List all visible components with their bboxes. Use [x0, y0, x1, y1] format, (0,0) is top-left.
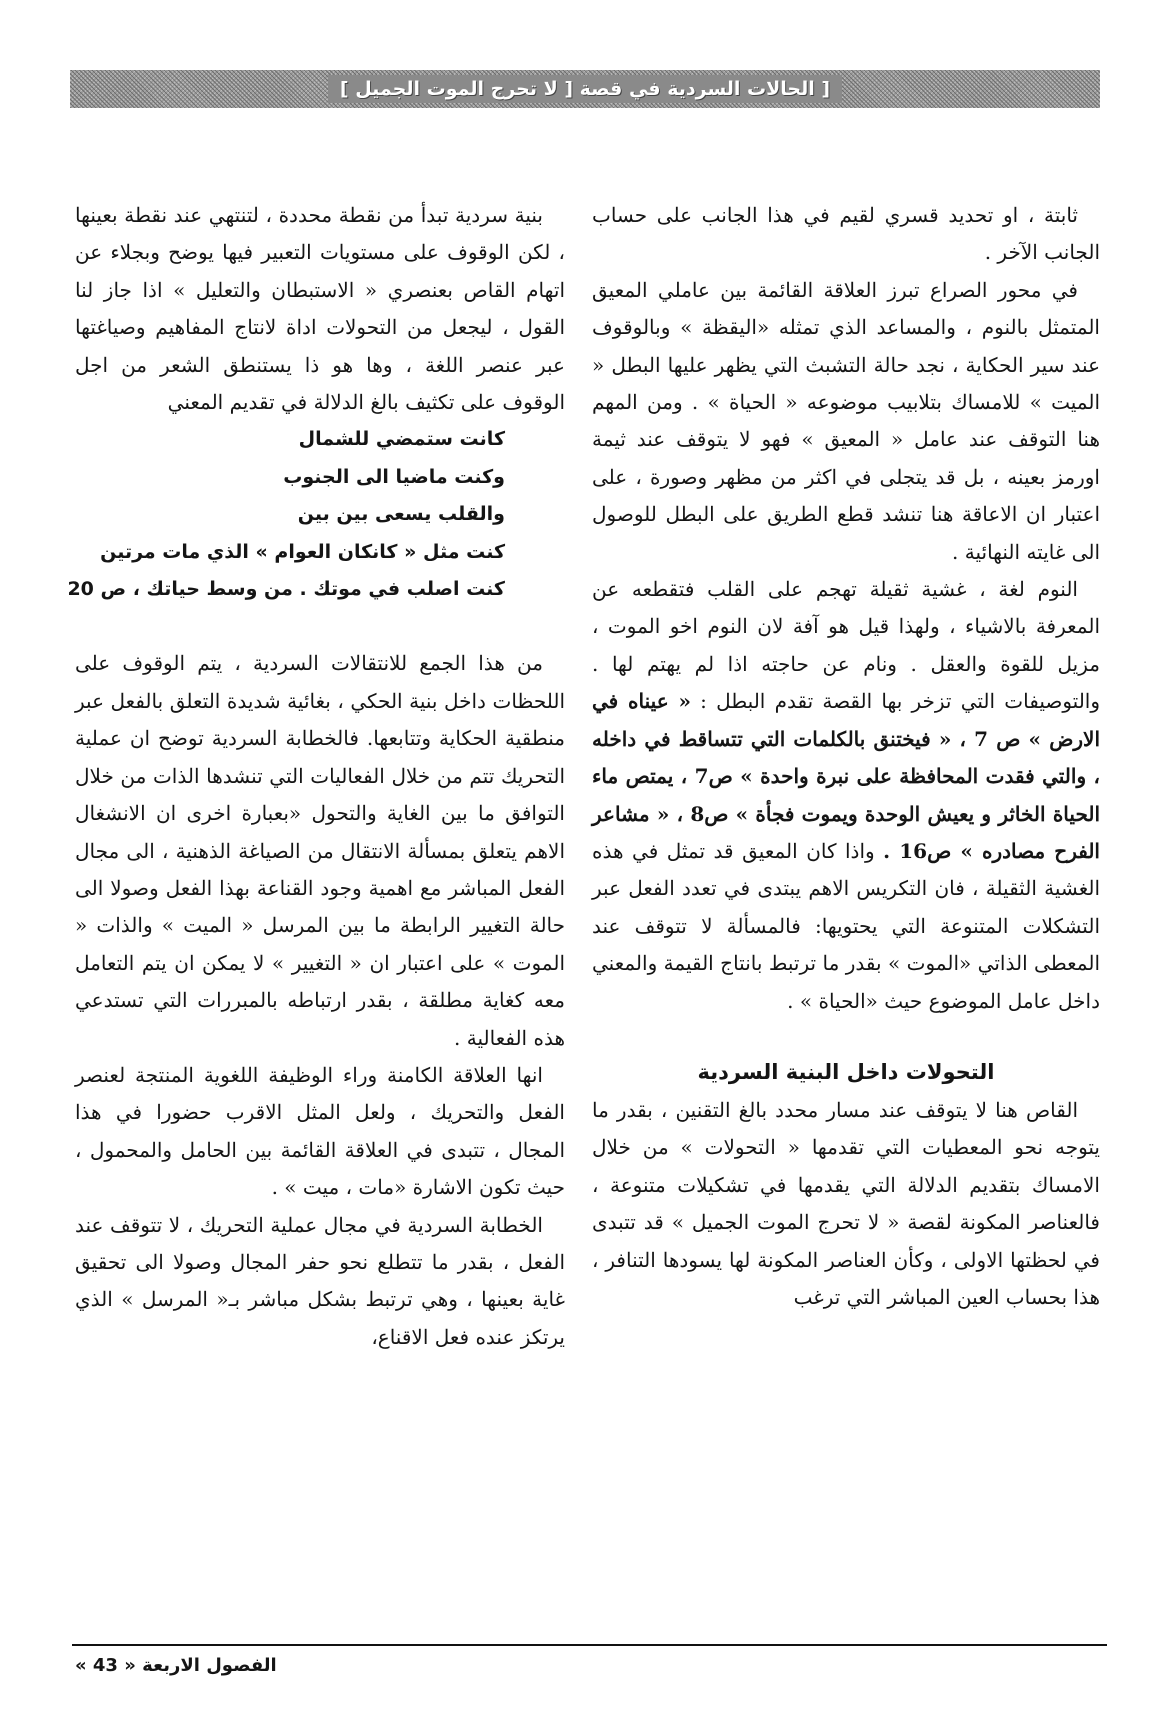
right-paragraph-3-quotes: « عيناه في الارض » ص 7 ، « فيختنق بالكلمات التي تتساقط في داخله ، والتي فقدت المحافظة على نبرة واحدة » ص7 ، يمتص ماء الحياة الخاثر و يعيش الوحدة ويموت فجأة » ص8 ، « مشاعر الفرح مصادره » ص16 . — [592, 689, 1101, 863]
footer — [75, 1655, 277, 1676]
poem-line: كنت مثل « كانكان العوام » الذي مات مرتين — [100, 540, 505, 563]
right-paragraph-3-start: النوم لغة ، غشية ثقيلة تهجم على القلب فتقطعه عن المعرفة بالاشياء ، ولهذا قيل هو آفة لان النوم اخو الموت ، مزيل للقوة والعقل . ونام عن حاجته اذا لم يهتم لها . والتوصيفات التي تزخر بها القصة تقدم البطل : — [592, 577, 1101, 714]
right-paragraph-3 — [592, 571, 1100, 1020]
poem-line: وكنت ماضيا الى الجنوب — [283, 465, 505, 488]
poem-line: والقلب يسعى بين بين — [297, 503, 505, 526]
section-heading: التحولات داخل البنية السردية — [697, 1059, 995, 1084]
running-header-title: [ الحالات السردية في قصة [ لا تحرج الموت الجميل ] — [328, 75, 842, 103]
left-paragraph-3: انها العلاقة الكامنة وراء الوظيفة اللغوية المنتجة لعنصر الفعل والتحريك ، ولعل المثل الاقرب حضورا في هذا المجال ، تتبدى في العلاقة القائمة بين الحامل والمحمول ، حيث تكون الاشارة «مات ، ميت » . — [75, 1062, 565, 1200]
page-number: « 43 » — [75, 1655, 136, 1676]
journal-name: الفصول الاربعة — [142, 1655, 277, 1676]
right-paragraph-4: القاص هنا لا يتوقف عند مسار محدد بالغ التقنين ، بقدر ما يتوجه نحو المعطيات التي تقدمها « التحولات » من خلال الامساك بتقديم الدلالة التي يقدمها في تشكيلات متنوعة ، فالعناصر المكونة لقصة « لا تحرج الموت الجميل » قد تتبدى في لحظتها الاولى ، وكأن العناصر المكونة لها يسودها التنافر ، هذا بحساب العين المباشر التي ترغب — [592, 1097, 1100, 1309]
right-column — [592, 197, 1100, 1657]
running-header-band — [70, 70, 1100, 108]
footer-divider — [72, 1644, 1107, 1646]
poem-line: كانت ستمضي للشمال — [298, 428, 505, 451]
poem-line: كنت اصلب في موتك . من وسط حياتك ، ص 20 — [67, 578, 505, 601]
spacer — [75, 608, 565, 645]
left-paragraph-1: بنية سردية تبدأ من نقطة محددة ، لتنتهي عند نقطة بعينها ، لكن الوقوف على مستويات التعبير فيها يوضح وبجلاء عن اتهام القاص بعنصري « الاستبطان والتعليل » اذا جاز لنا القول ، ليجعل من التحولات اداة لانتاج المفاهيم وصياغتها عبر عنصر اللغة ، وها هو ذا يستنطق الشعر من اجل الوقوف على تكثيف بالغ الدلالة في تقديم المعني — [75, 203, 565, 415]
right-paragraph-1: ثابتة ، او تحديد قسري لقيم في هذا الجانب على حساب الجانب الآخر . — [592, 203, 1100, 265]
right-paragraph-3-end: واذا كان المعيق قد تمثل في هذه الغشية الثقيلة ، فان التكريس الاهم يبتدى في تعدد الفعل عبر التشكلات المتنوعة التي يحتويها: فالمسألة لا تتوقف عند المعطى الذاتي «الموت » بقدر ما ترتبط بانتاج القيمة والمعني داخل عامل الموضوع حيث «الحياة » . — [592, 838, 1100, 1013]
left-column — [67, 197, 565, 1657]
right-paragraph-2: في محور الصراع تبرز العلاقة القائمة بين عاملي المعيق المتمثل بالنوم ، والمساعد الذي تمثله «اليقظة » وبالوقوف عند سير الحكاية ، نجد حالة التشبث التي يظهر عليها البطل « الميت » للامساك بتلابيب موضوعه « الحياة » . ومن المهم هنا التوقف عند عامل « المعيق » فهو لا يتوقف عند ثيمة اورمز بعينه ، بل قد يتجلى في اكثر من مظهر وصورة ، على اعتبار ان الاعاقة هنا تنشد قطع الطريق على البطل للوصول الى غايته النهائية . — [592, 277, 1101, 564]
left-paragraph-2: من هذا الجمع للانتقالات السردية ، يتم الوقوف على اللحظات داخل بنية الحكي ، بغائية شديدة التعلق بالفعل عبر منطقية الحكاية وتتابعها. فالخطابة السردية توضح ان عملية التحريك تتم من خلال الفعاليات التي تنشدها الذات من خلال التوافق ما بين الغاية والتحول «بعبارة اخرى ان الانشغال الاهم يتعلق بمسألة الانتقال من الصياغة الذهنية ، الى مجال الفعل المباشر مع اهمية وجود القناعة بهذا الفعل وصولا الى حالة التغيير الرابطة ما بين المرسل « الميت » والذات « الموت » على اعتبار ان « التغيير » لا يمكن ان يتم التعامل معه كغاية مطلقة ، بقدر ارتباطه بالمبررات التي تستدعي هذه الفعالية . — [75, 651, 565, 1050]
left-paragraph-4: الخطابة السردية في مجال عملية التحريك ، لا تتوقف عند الفعل ، بقدر ما تتطلع نحو حفر المجال وصولا الى تحقيق غاية بعينها ، وهي ترتبط بشكل مباشر بـ« المرسل » الذي يرتكز عنده فعل الاقناع، — [75, 1212, 565, 1349]
poem-block — [67, 421, 565, 608]
